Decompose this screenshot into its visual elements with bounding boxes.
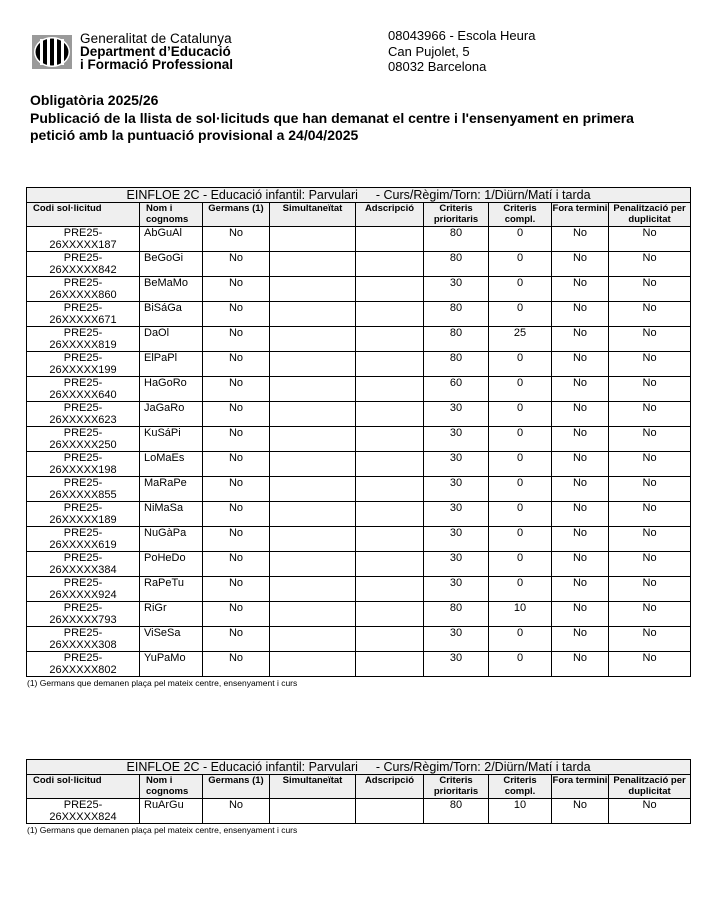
cell-name: JaGaRo [140, 402, 203, 427]
cell-duplicity-penalty: No [609, 477, 691, 502]
cell-siblings: No [203, 402, 270, 427]
code-part-2: 26XXXXX802 [49, 664, 117, 676]
cell-out-of-term: No [552, 352, 609, 377]
cell-priority-criteria: 30 [424, 627, 489, 652]
code-part-2: 26XXXXX842 [49, 264, 117, 276]
cell-adscription [356, 502, 424, 527]
cell-adscription [356, 527, 424, 552]
cell-siblings: No [203, 327, 270, 352]
cell-simultaneity [270, 552, 356, 577]
cell-priority-criteria: 30 [424, 527, 489, 552]
cell-duplicity-penalty: No [609, 277, 691, 302]
cell-complementary-criteria: 0 [489, 277, 552, 302]
cell-complementary-criteria: 0 [489, 552, 552, 577]
cell-code [27, 252, 140, 277]
code-part-1: PRE25- [63, 452, 103, 464]
cell-priority-criteria: 30 [424, 277, 489, 302]
table-row [27, 627, 691, 652]
code-part-1: PRE25- [63, 302, 103, 314]
code-part-1: PRE25- [63, 227, 103, 239]
cell-duplicity-penalty: No [609, 227, 691, 252]
cell-simultaneity [270, 652, 356, 677]
cell-name: BeGoGi [140, 252, 203, 277]
code-part-1: PRE25- [63, 552, 103, 564]
school-code-name: 08043966 - Escola Heura [388, 28, 536, 43]
cell-out-of-term: No [552, 427, 609, 452]
cell-out-of-term: No [552, 302, 609, 327]
cell-complementary-criteria: 10 [489, 799, 552, 824]
cell-adscription [356, 552, 424, 577]
cell-code [27, 302, 140, 327]
table-row [27, 402, 691, 427]
cell-name: RiGr [140, 602, 203, 627]
cell-siblings: No [203, 652, 270, 677]
cell-simultaneity [270, 327, 356, 352]
cell-duplicity-penalty: No [609, 552, 691, 577]
cell-adscription [356, 799, 424, 824]
table-row [27, 252, 691, 277]
cell-priority-criteria: 60 [424, 377, 489, 402]
cell-code [27, 477, 140, 502]
footnote: (1) Germans que demanen plaça pel mateix centre, ensenyament i curs [27, 825, 298, 835]
cell-complementary-criteria: 0 [489, 427, 552, 452]
cell-name: NiMaSa [140, 502, 203, 527]
col-header-name: Nom i cognoms [140, 203, 203, 227]
cell-priority-criteria: 30 [424, 552, 489, 577]
cell-code [27, 652, 140, 677]
school-info [388, 28, 535, 75]
cell-priority-criteria: 80 [424, 799, 489, 824]
cell-complementary-criteria: 0 [489, 577, 552, 602]
code-part-2: 26XXXXX860 [49, 289, 117, 301]
code-part-2: 26XXXXX640 [49, 389, 117, 401]
cell-priority-criteria: 30 [424, 477, 489, 502]
cell-simultaneity [270, 352, 356, 377]
cell-code [27, 427, 140, 452]
cell-complementary-criteria: 0 [489, 477, 552, 502]
code-part-1: PRE25- [63, 627, 103, 639]
table-row [27, 302, 691, 327]
cell-name: MaRaPe [140, 477, 203, 502]
cell-priority-criteria: 80 [424, 602, 489, 627]
cell-adscription [356, 302, 424, 327]
applications-table-2 [26, 759, 690, 835]
cell-siblings: No [203, 377, 270, 402]
cell-out-of-term: No [552, 627, 609, 652]
col-header-siblings: Germans (1) [203, 203, 270, 227]
col-header-code: Codi sol·licitud [27, 775, 140, 799]
cell-duplicity-penalty: No [609, 577, 691, 602]
code-part-1: PRE25- [63, 527, 103, 539]
cell-siblings: No [203, 302, 270, 327]
cell-duplicity-penalty: No [609, 627, 691, 652]
cell-complementary-criteria: 10 [489, 602, 552, 627]
cell-out-of-term: No [552, 502, 609, 527]
code-part-2: 26XXXXX250 [49, 439, 117, 451]
cell-out-of-term: No [552, 377, 609, 402]
cell-code [27, 799, 140, 824]
school-address: Can Pujolet, 5 [388, 43, 470, 59]
cell-simultaneity [270, 799, 356, 824]
cell-siblings: No [203, 527, 270, 552]
table-row [27, 427, 691, 452]
code-part-2: 26XXXXX819 [49, 339, 117, 351]
code-part-2: 26XXXXX189 [49, 514, 117, 526]
code-part-1: PRE25- [63, 477, 103, 489]
code-part-2: 26XXXXX623 [49, 414, 117, 426]
cell-name: AbGuAl [140, 227, 203, 252]
school-city: 08032 Barcelona [388, 59, 487, 74]
table-row [27, 452, 691, 477]
cell-complementary-criteria: 0 [489, 502, 552, 527]
cell-complementary-criteria: 0 [489, 652, 552, 677]
cell-siblings: No [203, 452, 270, 477]
cell-adscription [356, 252, 424, 277]
cell-siblings: No [203, 799, 270, 824]
code-part-1: PRE25- [63, 652, 103, 664]
cell-simultaneity [270, 252, 356, 277]
table-row [27, 502, 691, 527]
cell-adscription [356, 577, 424, 602]
cell-duplicity-penalty: No [609, 652, 691, 677]
cell-out-of-term: No [552, 327, 609, 352]
cell-code [27, 402, 140, 427]
cell-duplicity-penalty: No [609, 352, 691, 377]
document-title [30, 92, 634, 145]
cell-adscription [356, 327, 424, 352]
cell-code [27, 627, 140, 652]
cell-adscription [356, 652, 424, 677]
col-header-priority-criteria: Criteris prioritaris [424, 203, 489, 227]
cell-out-of-term: No [552, 477, 609, 502]
cell-priority-criteria: 30 [424, 577, 489, 602]
cell-adscription [356, 427, 424, 452]
code-part-2: 26XXXXX619 [49, 539, 117, 551]
cell-simultaneity [270, 402, 356, 427]
table-caption: EINFLOE 2C - Educació infantil: Parvulari - Curs/Règim/Torn: 2/Diürn/Matí i tarda [27, 760, 691, 775]
cell-code [27, 602, 140, 627]
col-header-out-of-term: Fora termini [552, 203, 609, 227]
code-part-2: 26XXXXX187 [49, 239, 117, 251]
code-part-1: PRE25- [63, 577, 103, 589]
cell-complementary-criteria: 0 [489, 352, 552, 377]
col-header-duplicity-penalty: Penalització per duplicitat [609, 775, 691, 799]
cell-simultaneity [270, 427, 356, 452]
cell-out-of-term: No [552, 452, 609, 477]
cell-code [27, 277, 140, 302]
cell-simultaneity [270, 502, 356, 527]
cell-out-of-term: No [552, 277, 609, 302]
cell-adscription [356, 402, 424, 427]
cell-out-of-term: No [552, 252, 609, 277]
cell-siblings: No [203, 227, 270, 252]
cell-siblings: No [203, 427, 270, 452]
generalitat-senyera-logo-icon [32, 35, 72, 69]
cell-priority-criteria: 30 [424, 452, 489, 477]
cell-priority-criteria: 30 [424, 502, 489, 527]
cell-name: LoMaEs [140, 452, 203, 477]
code-part-2: 26XXXXX384 [49, 564, 117, 576]
cell-priority-criteria: 80 [424, 252, 489, 277]
cell-simultaneity [270, 452, 356, 477]
cell-code [27, 577, 140, 602]
cell-siblings: No [203, 577, 270, 602]
cell-siblings: No [203, 602, 270, 627]
cell-complementary-criteria: 0 [489, 627, 552, 652]
cell-out-of-term: No [552, 402, 609, 427]
code-part-2: 26XXXXX793 [49, 614, 117, 626]
cell-adscription [356, 477, 424, 502]
cell-complementary-criteria: 0 [489, 402, 552, 427]
table-caption: EINFLOE 2C - Educació infantil: Parvulari - Curs/Règim/Torn: 1/Diürn/Matí i tarda [27, 188, 691, 203]
code-part-1: PRE25- [63, 502, 103, 514]
code-part-1: PRE25- [63, 377, 103, 389]
cell-siblings: No [203, 252, 270, 277]
cell-name: NuGàPa [140, 527, 203, 552]
cell-priority-criteria: 80 [424, 302, 489, 327]
cell-out-of-term: No [552, 652, 609, 677]
cell-code [27, 502, 140, 527]
code-part-1: PRE25- [63, 427, 103, 439]
col-header-priority-criteria: Criteris prioritaris [424, 775, 489, 799]
cell-simultaneity [270, 627, 356, 652]
cell-complementary-criteria: 0 [489, 252, 552, 277]
table-row [27, 577, 691, 602]
cell-siblings: No [203, 627, 270, 652]
cell-priority-criteria: 30 [424, 402, 489, 427]
cell-code [27, 352, 140, 377]
cell-out-of-term: No [552, 552, 609, 577]
cell-duplicity-penalty: No [609, 402, 691, 427]
cell-siblings: No [203, 277, 270, 302]
cell-adscription [356, 627, 424, 652]
code-part-1: PRE25- [63, 277, 103, 289]
cell-complementary-criteria: 0 [489, 452, 552, 477]
cell-simultaneity [270, 477, 356, 502]
table-row [27, 652, 691, 677]
code-part-2: 26XXXXX198 [49, 464, 117, 476]
col-header-adscription: Adscripció [356, 775, 424, 799]
cell-code [27, 327, 140, 352]
cell-out-of-term: No [552, 602, 609, 627]
cell-siblings: No [203, 552, 270, 577]
cell-code [27, 227, 140, 252]
col-header-siblings: Germans (1) [203, 775, 270, 799]
logo-generalitat-text: Generalitat de Catalunya [80, 31, 232, 46]
cell-duplicity-penalty: No [609, 252, 691, 277]
table-row [27, 799, 691, 824]
cell-name: BeMaMo [140, 277, 203, 302]
code-part-1: PRE25- [63, 799, 103, 811]
col-header-code: Codi sol·licitud [27, 203, 140, 227]
col-header-out-of-term: Fora termini [552, 775, 609, 799]
cell-duplicity-penalty: No [609, 427, 691, 452]
code-part-1: PRE25- [63, 602, 103, 614]
cell-complementary-criteria: 25 [489, 327, 552, 352]
department-logo [32, 32, 233, 71]
cell-out-of-term: No [552, 799, 609, 824]
code-part-1: PRE25- [63, 352, 103, 364]
cell-complementary-criteria: 0 [489, 377, 552, 402]
code-part-2: 26XXXXX308 [49, 639, 117, 651]
cell-name: HaGoRo [140, 377, 203, 402]
logo-department-text-2: i Formació Professional [80, 57, 234, 72]
table-row [27, 377, 691, 402]
cell-duplicity-penalty: No [609, 302, 691, 327]
cell-name: PoHeDo [140, 552, 203, 577]
title-description-2: petició amb la puntuació provisional a 24/04/2025 [30, 127, 359, 143]
cell-duplicity-penalty: No [609, 602, 691, 627]
cell-name: BiSáGa [140, 302, 203, 327]
cell-duplicity-penalty: No [609, 502, 691, 527]
code-part-2: 26XXXXX824 [49, 811, 117, 823]
title-description: Publicació de la llista de sol·licituds que han demanat el centre i l'ensenyament en primera [30, 109, 634, 126]
cell-priority-criteria: 80 [424, 327, 489, 352]
cell-priority-criteria: 80 [424, 352, 489, 377]
cell-simultaneity [270, 602, 356, 627]
code-part-2: 26XXXXX855 [49, 489, 117, 501]
cell-name: DaOl [140, 327, 203, 352]
cell-adscription [356, 227, 424, 252]
table-row [27, 352, 691, 377]
cell-code [27, 377, 140, 402]
table-row [27, 277, 691, 302]
cell-code [27, 452, 140, 477]
code-part-2: 26XXXXX924 [49, 589, 117, 601]
code-part-2: 26XXXXX199 [49, 364, 117, 376]
cell-out-of-term: No [552, 227, 609, 252]
col-header-complementary-criteria: Criteris compl. [489, 775, 552, 799]
cell-complementary-criteria: 0 [489, 527, 552, 552]
col-header-simultaneity: Simultaneïtat [270, 775, 356, 799]
cell-duplicity-penalty: No [609, 452, 691, 477]
cell-priority-criteria: 80 [424, 227, 489, 252]
cell-duplicity-penalty: No [609, 527, 691, 552]
cell-adscription [356, 352, 424, 377]
cell-duplicity-penalty: No [609, 799, 691, 824]
title-year: Obligatòria 2025/26 [30, 92, 159, 108]
cell-simultaneity [270, 527, 356, 552]
cell-out-of-term: No [552, 527, 609, 552]
cell-name: ViSeSa [140, 627, 203, 652]
table-row [27, 552, 691, 577]
cell-siblings: No [203, 352, 270, 377]
table-row [27, 602, 691, 627]
col-header-simultaneity: Simultaneïtat [270, 203, 356, 227]
code-part-1: PRE25- [63, 327, 103, 339]
cell-priority-criteria: 30 [424, 652, 489, 677]
cell-simultaneity [270, 277, 356, 302]
cell-adscription [356, 452, 424, 477]
cell-simultaneity [270, 227, 356, 252]
cell-priority-criteria: 30 [424, 427, 489, 452]
cell-duplicity-penalty: No [609, 327, 691, 352]
col-header-name: Nom i cognoms [140, 775, 203, 799]
cell-name: RaPeTu [140, 577, 203, 602]
cell-adscription [356, 377, 424, 402]
col-header-adscription: Adscripció [356, 203, 424, 227]
cell-name: RuArGu [140, 799, 203, 824]
footnote: (1) Germans que demanen plaça pel mateix centre, ensenyament i curs [27, 678, 298, 688]
cell-name: KuSáPi [140, 427, 203, 452]
cell-out-of-term: No [552, 577, 609, 602]
code-part-2: 26XXXXX671 [49, 314, 117, 326]
cell-simultaneity [270, 577, 356, 602]
applications-table-1 [26, 187, 690, 688]
col-header-duplicity-penalty: Penalització per duplicitat [609, 203, 691, 227]
cell-complementary-criteria: 0 [489, 227, 552, 252]
cell-adscription [356, 602, 424, 627]
table-row [27, 227, 691, 252]
logo-department-text: Department d’Educació [80, 44, 231, 59]
table-row [27, 527, 691, 552]
table-row [27, 327, 691, 352]
cell-siblings: No [203, 477, 270, 502]
col-header-complementary-criteria: Criteris compl. [489, 203, 552, 227]
cell-simultaneity [270, 377, 356, 402]
table-row [27, 477, 691, 502]
cell-siblings: No [203, 502, 270, 527]
cell-code [27, 552, 140, 577]
cell-complementary-criteria: 0 [489, 302, 552, 327]
cell-simultaneity [270, 302, 356, 327]
cell-name: ElPaPl [140, 352, 203, 377]
cell-adscription [356, 277, 424, 302]
cell-code [27, 527, 140, 552]
code-part-1: PRE25- [63, 252, 103, 264]
cell-name: YuPaMo [140, 652, 203, 677]
cell-duplicity-penalty: No [609, 377, 691, 402]
code-part-1: PRE25- [63, 402, 103, 414]
